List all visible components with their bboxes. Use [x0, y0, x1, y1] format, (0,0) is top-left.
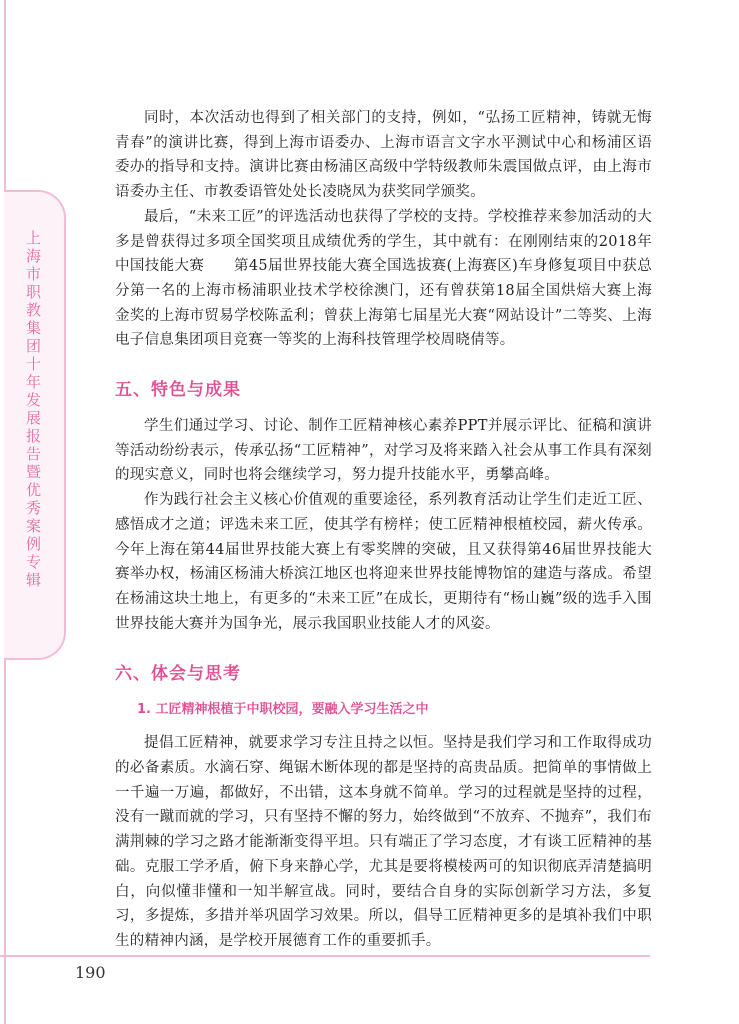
footer-rule — [0, 955, 650, 957]
paragraph: 作为践行社会主义核心价值观的重要途径，系列教育活动让学生们走近工匠、感悟成才之道；评选未来工匠，使其学有榜样；使工匠精神根植校园，薪火传承。今年上海在第44届世界技能大赛上有零奖牌的突破，且又获得第46届世界技能大赛举办权，杨浦区杨浦大桥滨江地区也将迎来世界技能博物馆的建造与落成。希望在杨浦这块土地上，有更多的“未来工匠”在成长，更期待有“杨山巍”级的选手入围世界技能大赛并为国争光，展示我国职业技能人才的风姿。 — [115, 492, 652, 632]
section-heading-reflection: 六、体会与思考 — [115, 664, 241, 685]
left-margin-rule-bottom — [4, 655, 6, 1024]
paragraph: 学生们通过学习、讨论、制作工匠精神核心素养PPT并展示评比、征稿和演讲等活动纷纷表示，传承弘扬“工匠精神”，对学习及将来踏入社会从事工作具有深刻的现实意义，同时也将会继续学习，努力提升技能水平，勇攀高峰。 — [115, 418, 652, 484]
page-number: 190 — [75, 963, 106, 982]
paragraph: 同时，本次活动也得到了相关部门的支持，例如，“弘扬工匠精神，铸就无悔青春”的演讲比赛，得到上海市语委办、上海市语言文字水平测试中心和杨浦区语委办的指导和支持。演讲比赛由杨浦区高级中学特级教师朱震国做点评，由上海市语委办主任、市教委语管处处长凌晓凤为获奖同学颁奖。 — [115, 110, 652, 201]
paragraph: 提倡工匠精神，就要求学习专注且持之以恒。坚持是我们学习和工作取得成功的必备素质。水滴石穿、绳锯木断体现的都是坚持的高贵品质。把简单的事情做上一千遍一万遍，都做好，不出错，这本身就不简单。学习的过程就是坚持的过程，没有一蹴而就的学习，只有坚持不懈的努力，始终做到“不放弃、不抛弃”，我们布满荆棘的学习之路才能渐渐变得平坦。只有端正了学习态度，才有谈工匠精神的基础。克服工学矛盾，俯下身来静心学，尤其是要将模棱两可的知识彻底弄清楚搞明白，向似懂非懂和一知半解宣战。同时，要结合自身的实际创新学习方法，多复习，多提炼，多措并举巩固学习效果。所以，倡导工匠精神更多的是填补我们中职生的精神内涵，是学校开展德育工作的重要抓手。 — [115, 735, 652, 949]
section-heading-features: 五、特色与成果 — [115, 380, 241, 401]
page-body — [115, 106, 652, 954]
left-margin-rule-top — [4, 0, 6, 210]
side-tab-title: 上海市职教集团十年发展报告暨优秀案例专辑 — [24, 230, 42, 590]
paragraph: 最后，“未来工匠”的评选活动也获得了学校的支持。学校推荐来参加活动的大多是曾获得过多项全国奖项且成绩优秀的学生，其中就有：在刚刚结束的2018年中国技能大赛 第45届世界技能大赛全国选拔赛(上海赛区)车身修复项目中获总分第一名的上海市杨浦职业技术学校徐澳门，还有曾获第18届全国烘焙大赛上海金奖的上海市贸易学校陈孟利；曾获上海第七届星光大赛“网站设计”二等奖、上海电子信息集团项目竞赛一等奖的上海科技管理学校周晓倩等。 — [115, 208, 652, 349]
subsection-heading: 1. 工匠精神根植于中职校园，要融入学习生活之中 — [137, 702, 429, 718]
